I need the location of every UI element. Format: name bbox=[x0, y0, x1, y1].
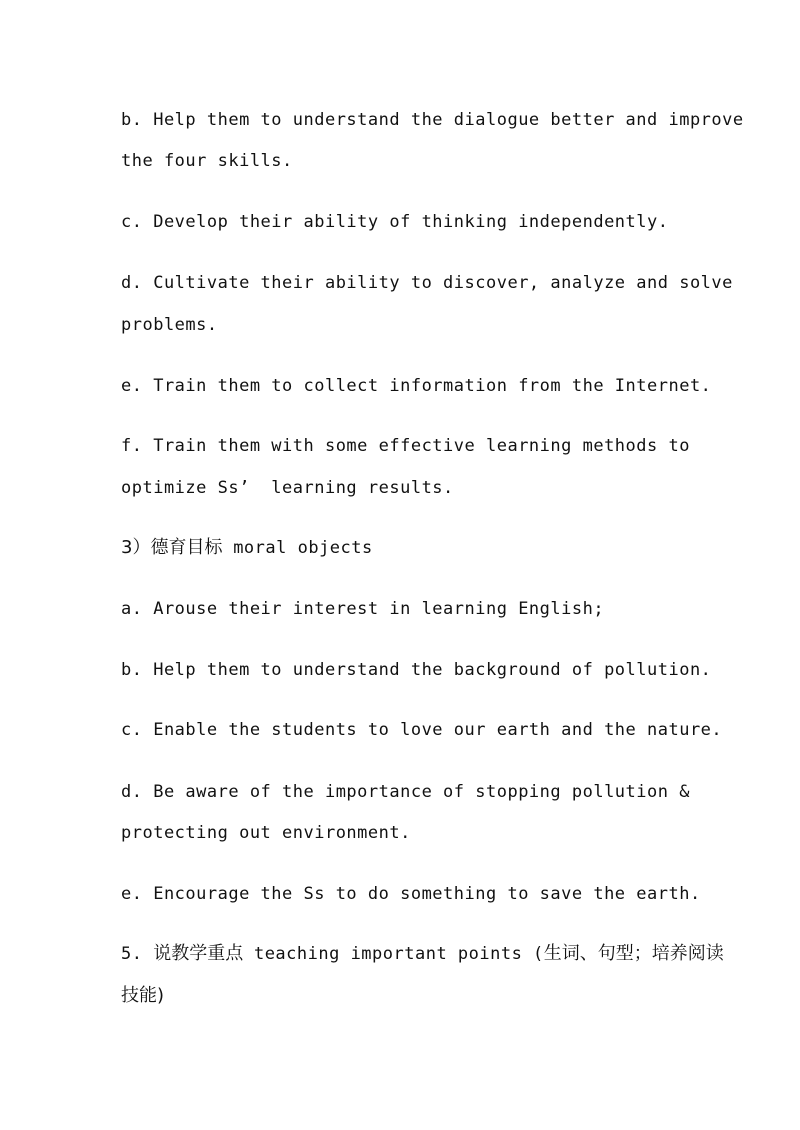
objective-c: c. Develop their ability of thinking independently. bbox=[121, 212, 669, 232]
moral-heading-cn: 德育目标 bbox=[150, 537, 223, 558]
moral-d-line1: d. Be aware of the importance of stopping pollution & bbox=[121, 782, 690, 802]
objective-e: e. Train them to collect information from the Internet. bbox=[121, 376, 712, 396]
moral-a: a. Arouse their interest in learning English; bbox=[121, 599, 605, 619]
objective-b-line2: the four skills. bbox=[121, 151, 293, 171]
moral-b: b. Help them to understand the background of pollution. bbox=[121, 660, 712, 680]
objective-d-line2: problems. bbox=[121, 315, 218, 335]
moral-e: e. Encourage the Ss to do something to save the earth. bbox=[121, 884, 701, 904]
moral-objects-heading bbox=[121, 537, 373, 559]
objective-d-line1: d. Cultivate their ability to discover, analyze and solve bbox=[121, 273, 733, 293]
moral-c: c. Enable the students to love our earth and the nature. bbox=[121, 720, 723, 740]
objective-f-line2: optimize Ss’ learning results. bbox=[121, 478, 454, 498]
teaching-points-heading bbox=[121, 943, 724, 965]
moral-heading-prefix: 3） bbox=[121, 537, 151, 558]
objective-f-line1: f. Train them with some effective learning methods to bbox=[121, 436, 690, 456]
teaching-heading-line2: 技能) bbox=[121, 985, 165, 1006]
teaching-heading-en: teaching important points ( bbox=[243, 944, 544, 964]
moral-heading-en: moral objects bbox=[222, 538, 373, 558]
teaching-heading-cn2: 生词、句型；培养阅读 bbox=[543, 943, 724, 964]
teaching-heading-num: 5. bbox=[121, 944, 154, 964]
teaching-heading-cn: 说教学重点 bbox=[153, 943, 244, 964]
moral-d-line2: protecting out environment. bbox=[121, 823, 411, 843]
objective-b-line1: b. Help them to understand the dialogue better and improve bbox=[121, 110, 744, 130]
